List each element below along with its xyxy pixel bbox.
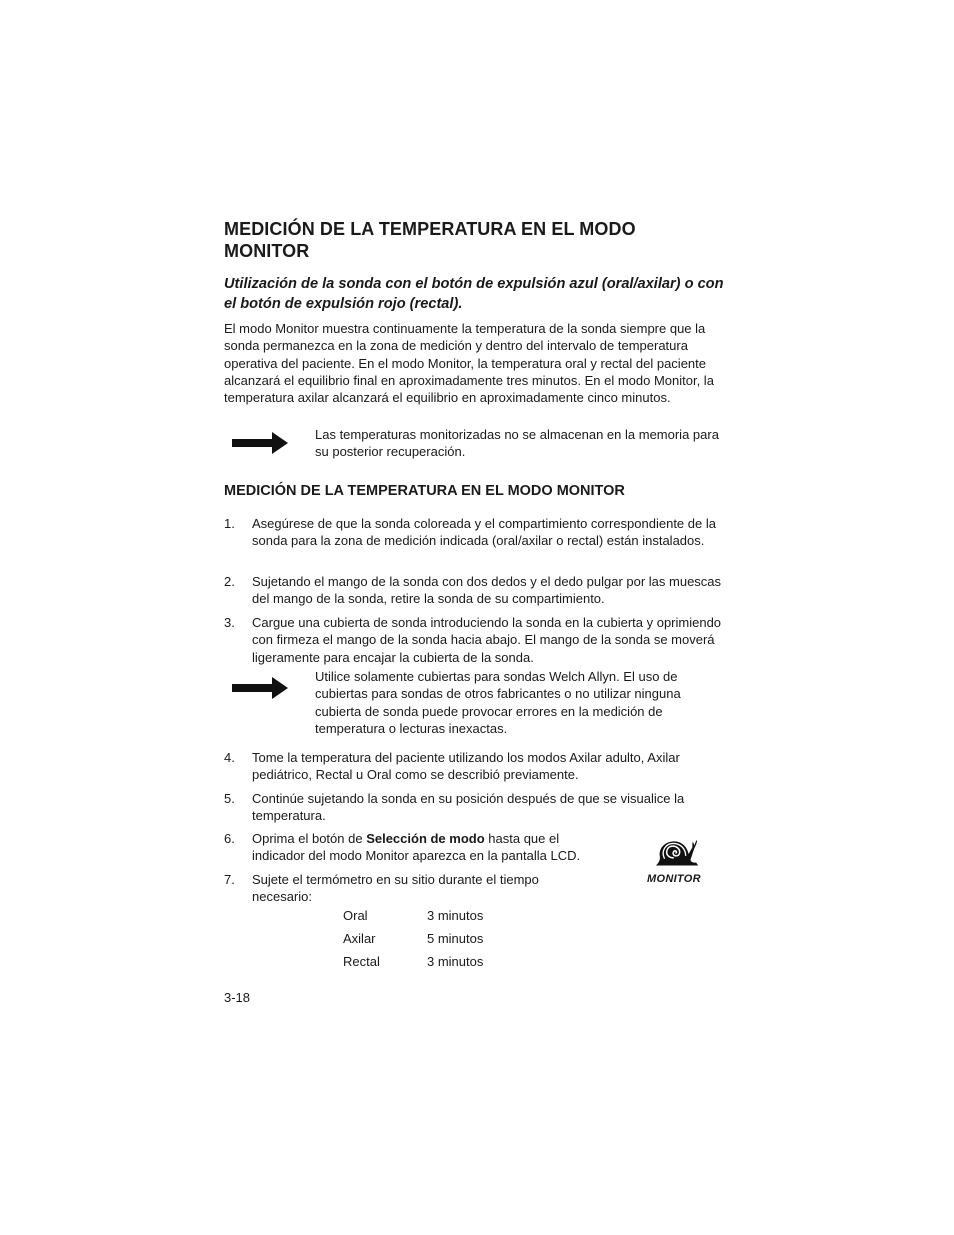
list-item-text: Cargue una cubierta de sonda introduciendo la sonda en la cubierta y oprimiendo con firmeza el mango de la sonda hacia abajo. El mango de la sonda se moverá ligeramente para encajar la cubierta de la sonda. bbox=[252, 615, 722, 665]
table-row: Axilar 5 minutos bbox=[343, 931, 484, 946]
table-row: Rectal 3 minutos bbox=[343, 954, 484, 969]
snail-icon bbox=[654, 838, 702, 868]
list-item-text: Sujetando el mango de la sonda con dos dedos y el dedo pulgar por las muescas del mango de la sonda, retire la sonda de su compartimiento. bbox=[252, 574, 722, 607]
page-title: MEDICIÓN DE LA TEMPERATURA EN EL MODO MONITOR bbox=[224, 219, 636, 261]
note-2-text: Utilice solamente cubiertas para sondas Welch Allyn. El uso de cubiertas para sondas de otros fabricantes o no utilizar ninguna cubierta de sonda puede provocar errores en la medición de temperatura o lecturas inexactas. bbox=[315, 669, 681, 736]
page-content: MEDICIÓN DE LA TEMPERATURA EN EL MODO MONITOR Utilización de la sonda con el botón de expulsión azul (oral/axilar) o con el botón de expulsión rojo (rectal). El modo Monitor muestra continuamente la temperatura de la sonda siempre que la sonda permanezca en la zona de medición y dentro del intervalo de temperatura operativa del paciente. En el modo Monitor, la temperatura oral y rectal del paciente alcanzará el equilibrio final en aproximadamente tres minutos. En el modo Monitor, la temperatura axilar alcanzará el equilibrio en aproximadamente cinco minutos. Las temperaturas monitorizadas no se almacenan en la memoria para su posterior recuperación. MEDICIÓN DE LA TEMPERATURA EN EL MODO MONITOR 1. Asegúrese de que la sonda coloreada y el compartimiento correspondiente de la sonda para la zona de medición indicada (oral/axilar o rectal) están instalados. 2. Sujetando el mango de la sonda con dos dedos y el dedo pulgar por las muescas del mango de la sonda, retire la sonda de su compartimiento. 3. Cargue una cubierta de sonda introduciendo la sonda en la cubierta y oprimiendo con firmeza el mango de la sonda hacia abajo. El mango de la sonda se moverá ligeramente para encajar la cubierta de la sonda. Utilice solamente cubiertas para sondas Welch Allyn. El uso de cubiertas para sondas de otros fabricantes o no utilizar ninguna cubierta de sonda puede provocar errores en la medición de temperatura o lecturas inexactas. 4. Tome la temperatura del paciente utilizando los modos Axilar adulto, Axilar pediátrico, Rectal u Oral como se describió previamente. 5. Continúe sujetando la sonda en su posición después de que se visualice la temperatura. 6. Oprima el botón de Selección de modo hasta que el indicador del modo Monitor aparezca en la pantalla LCD. 7. Sujete el termómetro en su sitio durante el tiempo necesario: MONITOR Oral 3 minutos Axilar 5 minutos Rectal 3 minutos bbox=[224, 218, 734, 262]
note-1-text: Las temperaturas monitorizadas no se almacenan en la memoria para su posterior recuperación. bbox=[315, 427, 719, 460]
arrow-right-icon bbox=[232, 432, 288, 454]
list-item-text: Tome la temperatura del paciente utilizando los modos Axilar adulto, Axilar pediátrico, Rectal u Oral como se describió previamente. bbox=[252, 750, 680, 783]
monitor-mode-indicator bbox=[642, 838, 712, 888]
arrow-right-icon bbox=[232, 677, 288, 699]
monitor-label: MONITOR bbox=[647, 873, 701, 885]
list-item-text: Asegúrese de que la sonda coloreada y el compartimiento correspondiente de la sonda para la zona de medición indicada (oral/axilar o rectal) están instalados. bbox=[252, 516, 716, 549]
list-item-text: Continúe sujetando la sonda en su posición después de que se visualice la temperatura. bbox=[252, 791, 685, 824]
section-heading: MEDICIÓN DE LA TEMPERATURA EN EL MODO MONITOR bbox=[224, 483, 625, 499]
table-row: Oral 3 minutos bbox=[343, 908, 484, 923]
page-number: 3-18 bbox=[224, 990, 251, 1005]
times-table bbox=[343, 907, 483, 976]
intro-paragraph: El modo Monitor muestra continuamente la temperatura de la sonda siempre que la sonda permanezca en la zona de medición y dentro del intervalo de temperatura operativa del paciente. En el modo Monitor, la temperatura oral y rectal del paciente alcanzará el equilibrio final en aproximadamente tres minutos. En el modo Monitor, la temperatura axilar alcanzará el equilibrio en aproximadamente cinco minutos. bbox=[224, 321, 714, 406]
list-item-text: Oprima el botón de Selección de modo hasta que el indicador del modo Monitor aparezca en la pantalla LCD. bbox=[252, 831, 581, 864]
list-item-text: Sujete el termómetro en su sitio durante el tiempo necesario: bbox=[252, 872, 539, 905]
section-subtitle: Utilización de la sonda con el botón de expulsión azul (oral/axilar) o con el botón de expulsión rojo (rectal). bbox=[224, 276, 724, 312]
